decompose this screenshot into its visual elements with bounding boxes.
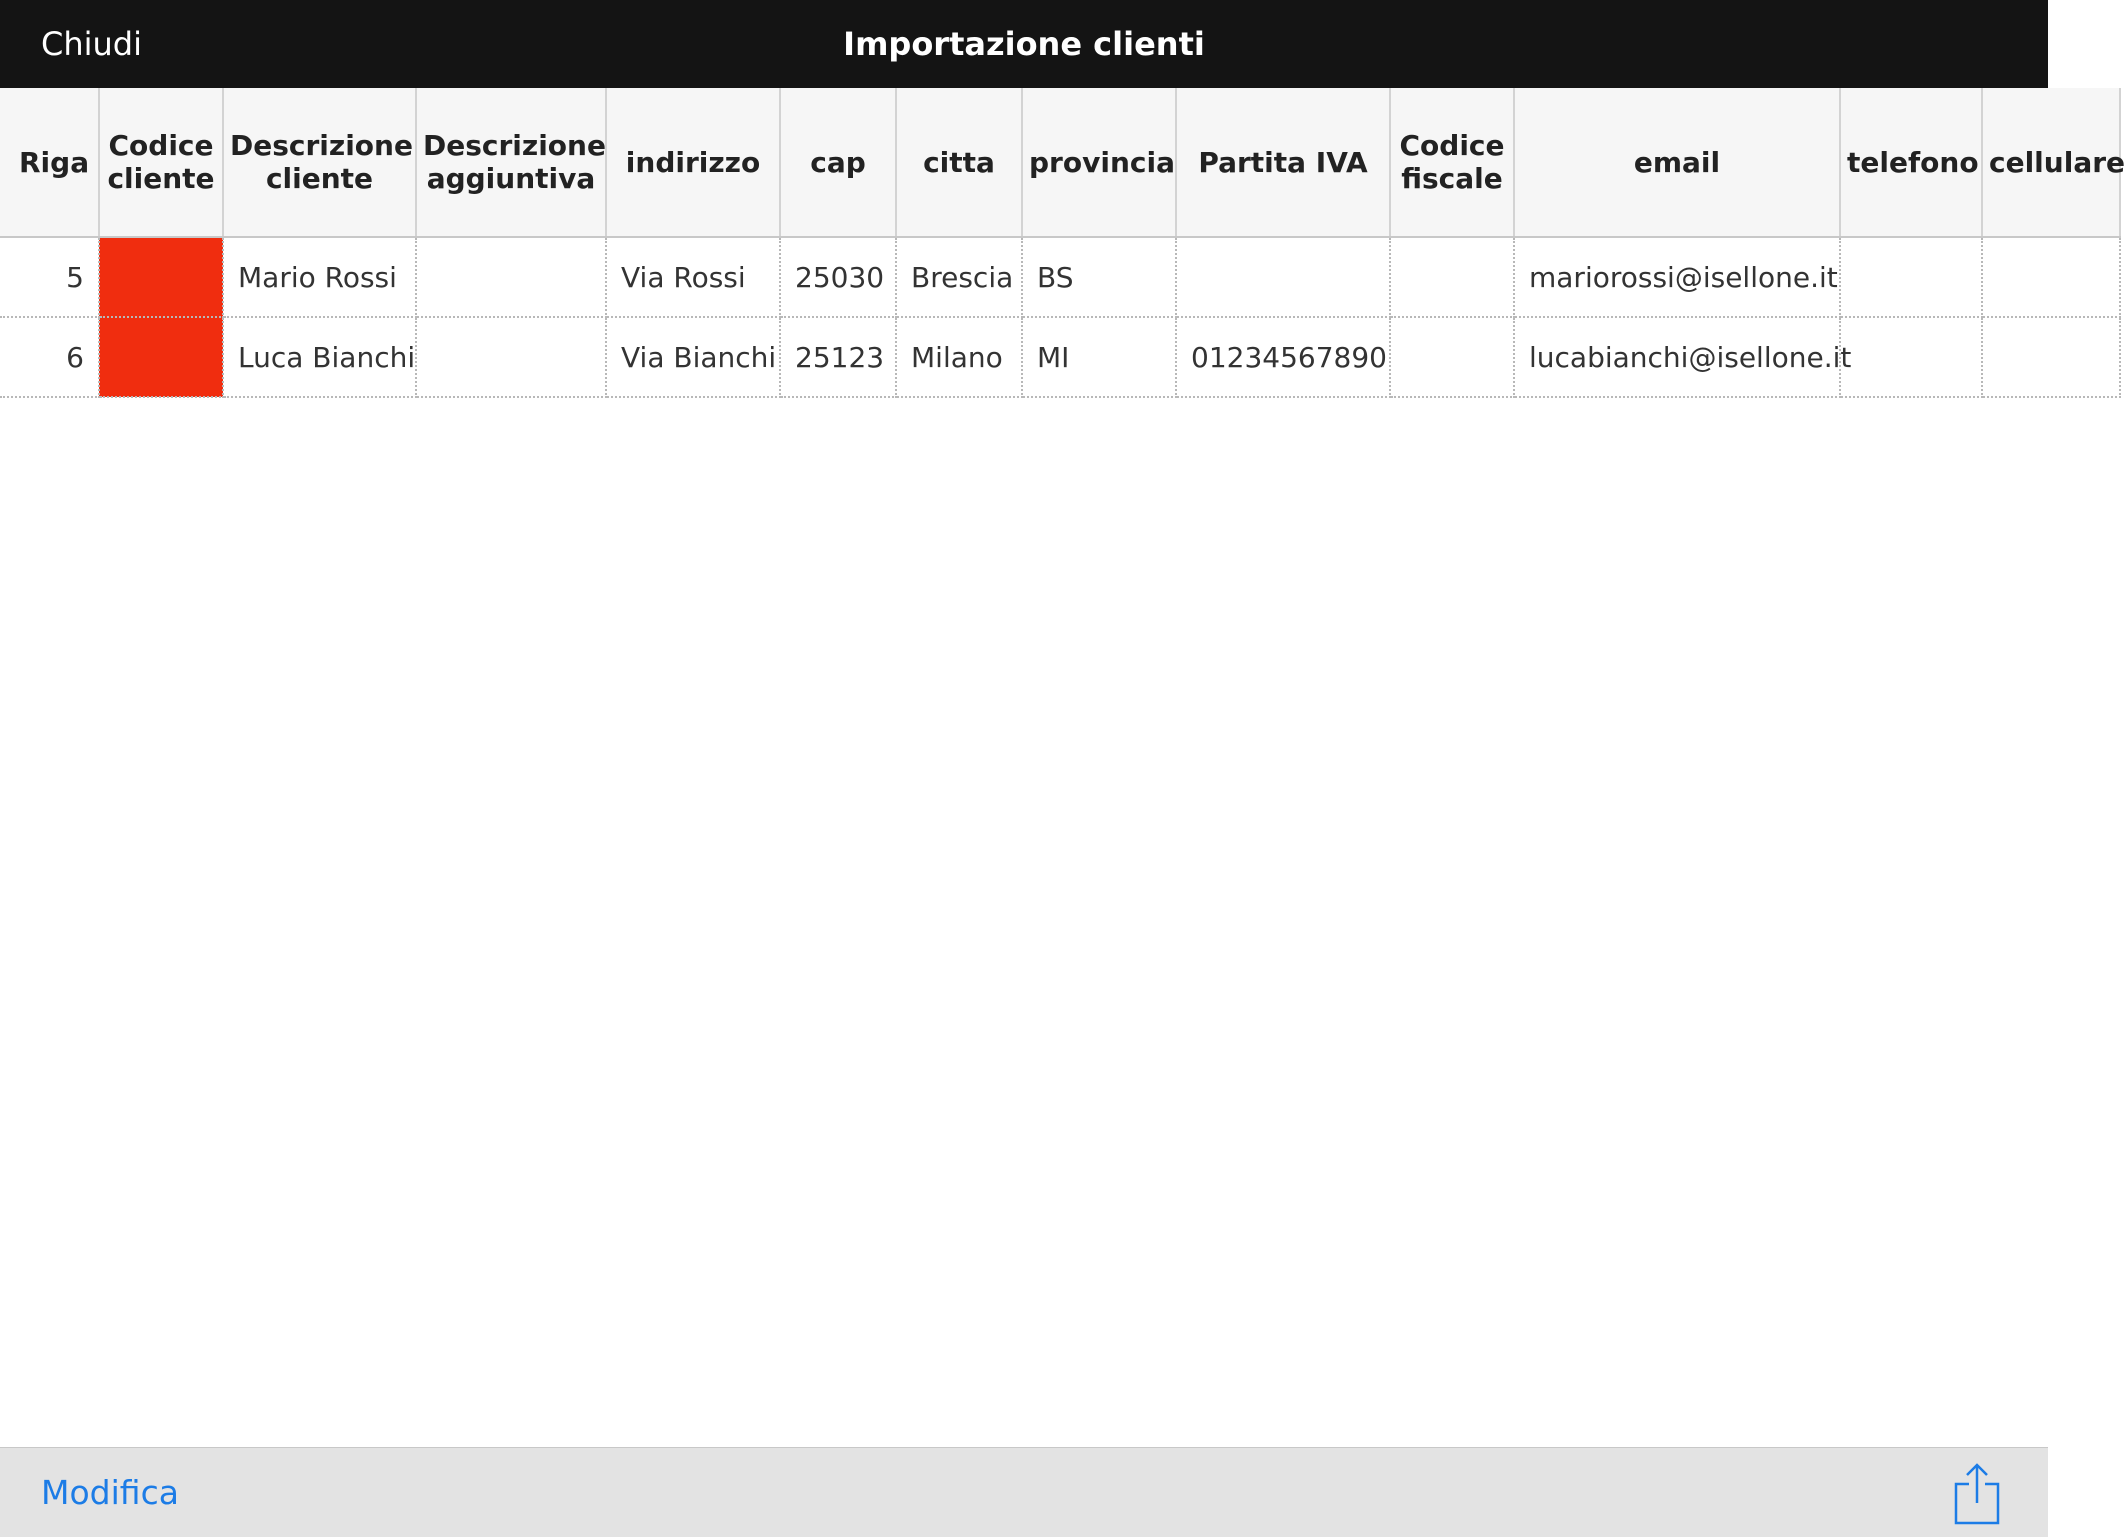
column-header [1982, 88, 2125, 237]
column-header [1022, 88, 1176, 237]
error-cell[interactable] [99, 237, 223, 317]
table-row[interactable] [0, 317, 2120, 397]
column-header-line: aggiuntiva [426, 162, 596, 195]
edit-button[interactable]: Modifica [41, 1473, 179, 1512]
table-cell[interactable]: Brescia [896, 237, 1022, 317]
import-grid-scroll-area[interactable] [0, 88, 2125, 1448]
column-header-line: Codice [108, 129, 214, 162]
column-header-line: Descrizione [230, 129, 413, 162]
table-cell[interactable]: 6 [0, 317, 99, 397]
column-header-line: Partita IVA [1198, 145, 1368, 179]
column-header-line: Codice [1399, 129, 1505, 162]
table-cell[interactable] [416, 237, 606, 317]
column-header-line: provincia [1029, 145, 1175, 179]
error-cell[interactable] [99, 317, 223, 397]
navigation-bar [0, 0, 2048, 88]
share-button[interactable] [1950, 1462, 2004, 1526]
column-header [99, 88, 223, 237]
table-cell[interactable] [1390, 317, 1514, 397]
page-title: Importazione clienti [843, 25, 1205, 63]
column-header-line: citta [923, 145, 995, 179]
table-cell[interactable]: Via Rossi [606, 237, 780, 317]
column-header [223, 88, 416, 237]
column-header-line: email [1633, 145, 1721, 179]
table-cell[interactable]: Via Bianchi [606, 317, 780, 397]
import-grid [0, 88, 2125, 398]
table-cell[interactable]: 25030 [780, 237, 896, 317]
table-cell[interactable] [1390, 237, 1514, 317]
table-cell[interactable]: 25123 [780, 317, 896, 397]
column-header [1840, 88, 1982, 237]
table-cell[interactable] [1176, 237, 1390, 317]
table-cell[interactable]: Luca Bianchi [223, 317, 416, 397]
table-row[interactable] [0, 237, 2120, 317]
column-header-line: cliente [265, 162, 374, 195]
share-icon [1950, 1462, 2004, 1526]
column-header-line: cellulare [1989, 145, 2125, 179]
table-cell[interactable] [416, 317, 606, 397]
table-cell[interactable]: Milano [896, 317, 1022, 397]
column-header [896, 88, 1022, 237]
column-header [1390, 88, 1514, 237]
table-cell[interactable] [1840, 237, 1982, 317]
column-header [780, 88, 896, 237]
column-header-line: cap [810, 145, 866, 179]
table-cell[interactable]: 01234567890 [1176, 317, 1390, 397]
column-header-line: indirizzo [625, 145, 761, 179]
column-header-line: cliente [107, 162, 215, 195]
table-cell[interactable] [1982, 317, 2120, 397]
table-cell[interactable] [1840, 317, 1982, 397]
table-cell[interactable]: MI [1022, 317, 1176, 397]
close-button[interactable]: Chiudi [41, 25, 142, 63]
column-header [0, 88, 99, 237]
column-header [1176, 88, 1390, 237]
column-header [1514, 88, 1840, 237]
table-cell[interactable] [1982, 237, 2120, 317]
table-cell[interactable]: BS [1022, 237, 1176, 317]
column-header [606, 88, 780, 237]
header-row [0, 88, 2120, 237]
table-cell[interactable]: 5 [0, 237, 99, 317]
column-header-line: Descrizione [423, 129, 606, 162]
table-cell[interactable]: Mario Rossi [223, 237, 416, 317]
column-header-line: Riga [19, 145, 90, 179]
grid-body [0, 237, 2120, 397]
column-header-line: fiscale [1401, 162, 1503, 195]
table-cell[interactable]: mariorossi@isellone.it [1514, 237, 1840, 317]
table-cell[interactable]: lucabianchi@isellone.it [1514, 317, 1840, 397]
column-header-line: telefono [1847, 145, 1979, 179]
bottom-toolbar [0, 1447, 2048, 1537]
column-header [416, 88, 606, 237]
